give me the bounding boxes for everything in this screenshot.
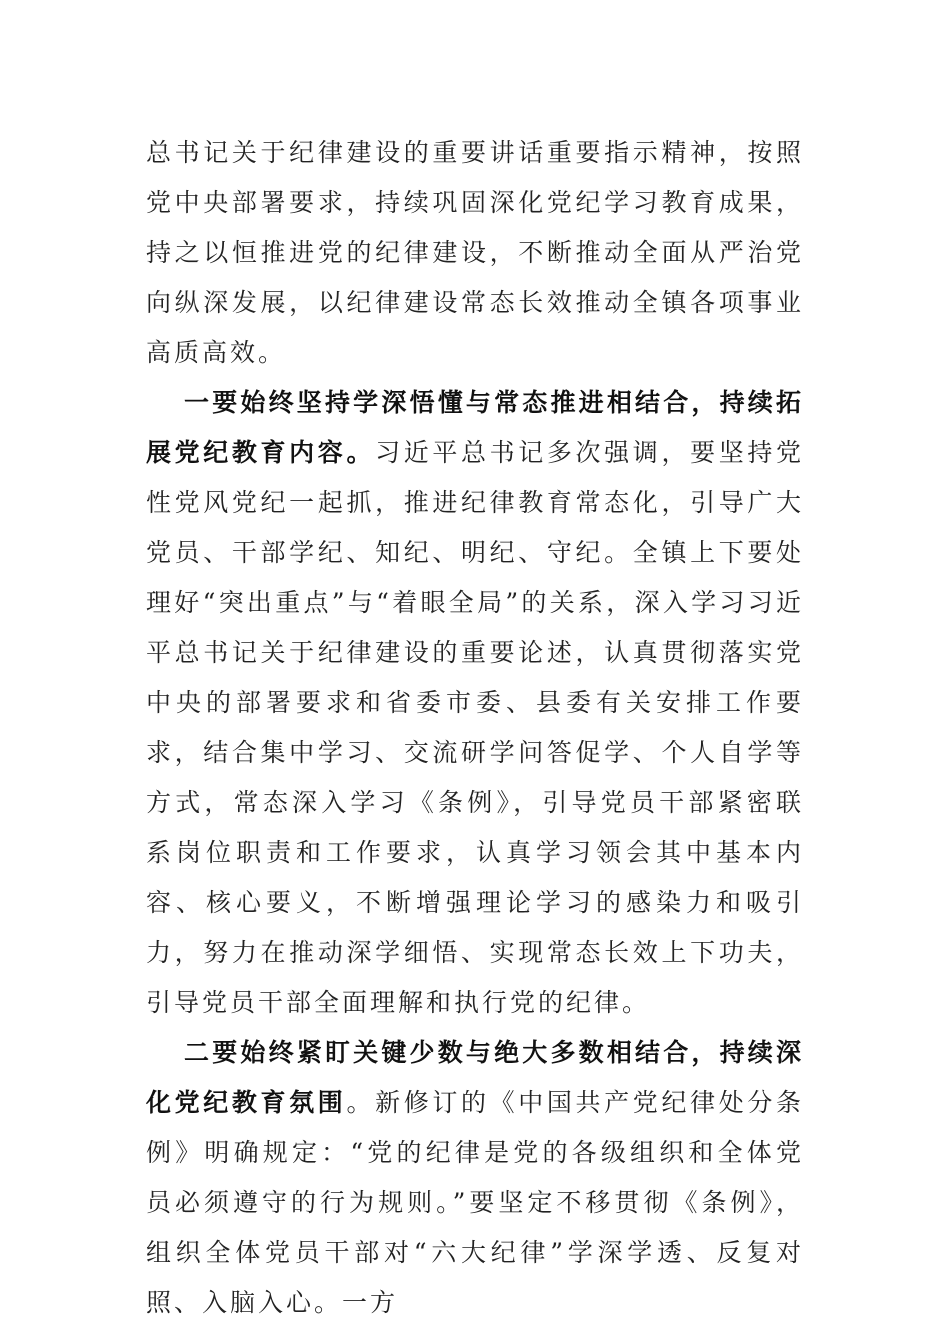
paragraph-point-one: [146, 378, 804, 1028]
paragraph-text: 习近平总书记多次强调，要坚持党性党风党纪一起抓，推进纪律教育常态化，引导广大党员、干部学纪、知纪、明纪、守纪。全镇上下要处理好“突出重点”与“着眼全局”的关系，深入学习习近平总书记关于纪律建设的重要论述，认真贯彻落实党中央的部署要求和省委市委、县委有关安排工作要求，结合集中学习、交流研学问答促学、个人自学等方式，常态深入学习《条例》，引导党员干部紧密联系岗位职责和工作要求，认真学习领会其中基本内容、核心要义，不断增强理论学习的感染力和吸引力，努力在推动深学细悟、实现常态长效上下功夫，引导党员干部全面理解和执行党的纪律。: [146, 438, 804, 1017]
paragraph-point-two: [146, 1028, 804, 1328]
paragraph-lead-heading: 二要始终紧盯关键少数与绝大多数相结合，持续深化党纪教育氛围: [146, 1038, 804, 1117]
document-body: [146, 128, 804, 1328]
paragraph-lead-heading: 一要始终坚持学深悟懂与常态推进相结合，持续拓展党纪教育内容。: [146, 388, 804, 467]
paragraph-text: 。新修订的《中国共产党纪律处分条例》明确规定：“党的纪律是党的各级组织和全体党员必须遵守的行为规则。”要坚定不移贯彻《条例》，组织全体党员干部对“六大纪律”学深学透、反复对照、入脑入心。一方: [146, 1088, 804, 1317]
paragraph-continuation: [146, 128, 804, 378]
paragraph-text: 总书记关于纪律建设的重要讲话重要指示精神，按照党中央部署要求，持续巩固深化党纪学习教育成果，持之以恒推进党的纪律建设，不断推动全面从严治党向纵深发展，以纪律建设常态长效推动全镇各项事业高质高效。: [146, 138, 804, 367]
